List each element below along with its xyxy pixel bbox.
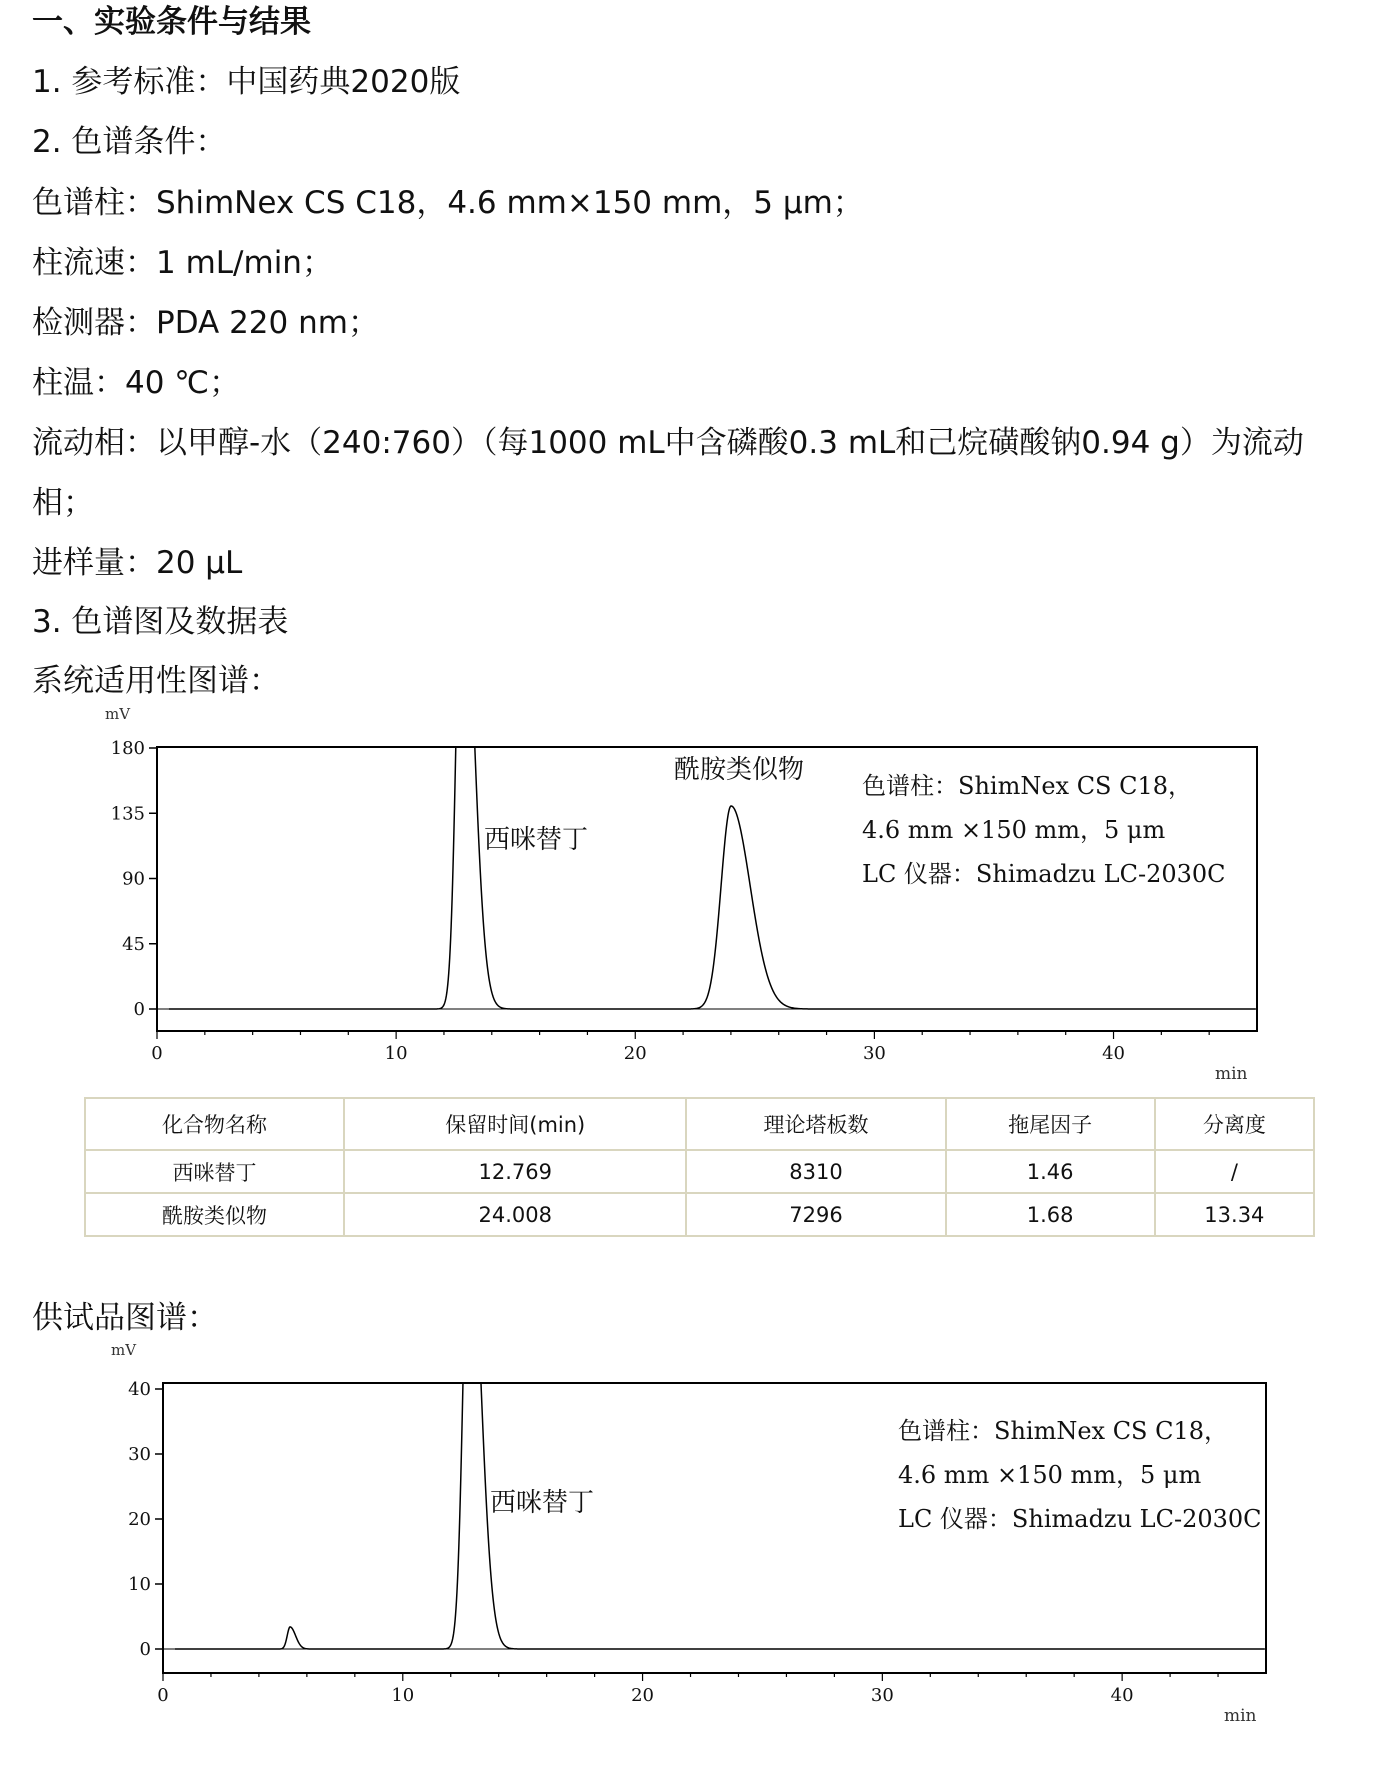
x-tick-label: 20 [623,1043,647,1064]
results-table [84,1097,1315,1237]
table-row [85,1193,1314,1236]
table-cell: 7296 [686,1193,945,1236]
y-tick-label: 30 [128,1444,151,1465]
annotation-line: 4.6 mm ×150 mm，5 μm [898,1461,1202,1489]
annotation-line: 色谱柱：ShimNex CS C18， [862,772,1193,800]
y-tick-label: 20 [128,1509,151,1530]
mobile-phase-condition: 流动相：以甲醇-水（240:760）（每1000 mL中含磷酸0.3 mL和己烷磺酸钠0.94 g）为流动 [32,425,1304,461]
reference-standard: 1. 参考标准：中国药典2020版 [32,64,461,100]
charts-title: 3. 色谱图及数据表 [32,604,289,640]
x-tick-label: 20 [631,1685,655,1706]
peak-label: 酰胺类似物 [674,755,805,785]
sample-chart [0,1340,1382,1764]
chromatogram-trace [175,1340,1265,1649]
table-header: 拖尾因子 [946,1098,1155,1150]
y-unit-label: mV [111,1341,137,1359]
table-header: 化合物名称 [85,1098,344,1150]
column-condition: 色谱柱：ShimNex CS C18，4.6 mm×150 mm，5 μm； [32,185,864,221]
system-suitability-title: 系统适用性图谱： [32,663,280,699]
table-row [85,1150,1314,1193]
mobile-phase-condition-cont: 相； [32,485,94,521]
table-header: 理论塔板数 [686,1098,945,1150]
table-cell: 12.769 [344,1150,686,1193]
injection-volume: 进样量：20 μL [32,545,243,581]
x-unit-label: min [1224,1706,1257,1726]
system-suitability-chart [0,700,1382,1099]
y-tick-label: 10 [128,1574,151,1595]
x-tick-label: 30 [870,1685,894,1706]
table-cell: 13.34 [1155,1193,1314,1236]
annotation-line: LC 仪器：Shimadzu LC-2030C [898,1505,1262,1533]
table-header: 分离度 [1155,1098,1314,1150]
annotation-line: 色谱柱：ShimNex CS C18， [898,1417,1229,1445]
y-tick-label: 180 [110,738,145,759]
x-unit-label: min [1215,1064,1248,1084]
detector-condition: 检测器：PDA 220 nm； [32,305,379,341]
temperature-condition: 柱温：40 ℃； [32,365,241,401]
x-tick-label: 10 [391,1685,415,1706]
table-header: 保留时间(min) [344,1098,686,1150]
x-tick-label: 30 [862,1043,886,1064]
y-tick-label: 0 [133,999,145,1020]
x-tick-label: 10 [384,1043,408,1064]
x-tick-label: 40 [1110,1685,1134,1706]
section-title: 一、实验条件与结果 [32,4,311,40]
table-cell: 1.68 [946,1193,1155,1236]
peak-label: 西咪替丁 [484,825,589,855]
sample-title: 供试品图谱： [32,1300,218,1336]
table-header-row [85,1098,1314,1150]
y-tick-label: 40 [128,1379,151,1400]
table-cell: 1.46 [946,1150,1155,1193]
table-cell: 24.008 [344,1193,686,1236]
y-tick-label: 90 [122,868,145,890]
peak-label: 西咪替丁 [490,1488,595,1518]
y-tick-label: 135 [110,803,145,825]
annotation-line: 4.6 mm ×150 mm，5 μm [862,816,1166,844]
table-cell: 8310 [686,1150,945,1193]
flow-rate-condition: 柱流速：1 mL/min； [32,245,333,281]
x-tick-label: 0 [157,1685,169,1706]
y-tick-label: 0 [139,1639,151,1660]
x-tick-label: 40 [1102,1043,1125,1064]
x-tick-label: 0 [151,1043,163,1064]
table-cell: 酰胺类似物 [85,1193,344,1236]
conditions-title: 2. 色谱条件： [32,124,227,160]
sample-svg [0,1340,1382,1760]
annotation-line: LC 仪器：Shimadzu LC-2030C [862,860,1226,888]
table-cell: 西咪替丁 [85,1150,344,1193]
y-unit-label: mV [105,705,131,723]
system-suitability-svg [0,700,1382,1095]
y-tick-label: 45 [122,933,145,955]
table-cell: / [1155,1150,1314,1193]
